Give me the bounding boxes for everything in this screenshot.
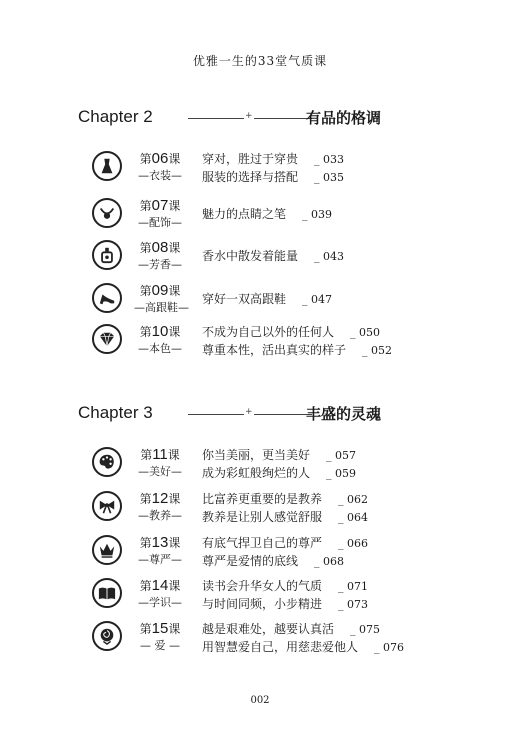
chapter-3-heading: [78, 403, 408, 427]
perfume-bottle-icon: [92, 240, 122, 270]
lesson-06: [92, 150, 432, 192]
lesson-12: [92, 490, 432, 532]
chapter-2-heading: [78, 107, 408, 131]
lesson-07: [92, 197, 432, 239]
crown-icon: [92, 535, 122, 565]
lesson-number: 第12课: [139, 490, 181, 507]
rose-icon: [92, 621, 122, 651]
lesson-tag: —本色—: [138, 342, 182, 355]
chapter-label: Chapter 2: [78, 107, 153, 126]
page-number: 002: [250, 695, 270, 706]
lesson-number: 第09课: [139, 282, 181, 299]
toc-entry[interactable]: 穿好一双高跟鞋 _ 047: [202, 292, 333, 306]
lesson-tag: —芳香—: [138, 258, 182, 271]
dress-icon: [92, 151, 122, 181]
lesson-09: [92, 282, 432, 324]
lesson-tag: — 爱 —: [140, 639, 180, 652]
toc-entry[interactable]: 魅力的点睛之笔 _ 039: [202, 207, 333, 221]
lesson-10: [92, 323, 432, 365]
lesson-number: 第08课: [139, 239, 181, 256]
toc-entry[interactable]: 用智慧爱自己，用慈悲爱他人 _ 076: [202, 640, 405, 654]
lesson-tag: —衣装—: [138, 169, 182, 182]
palette-icon: [92, 447, 122, 477]
toc-entry[interactable]: 你当美丽，更当美好 _ 057: [202, 448, 357, 462]
lesson-tag: —配饰—: [138, 216, 182, 229]
lesson-11: [92, 446, 432, 488]
chapter-title: 丰盛的灵魂: [306, 405, 382, 423]
chapter-divider: [188, 118, 312, 119]
toc-entry[interactable]: 有底气捍卫自己的尊严 _ 066: [202, 536, 369, 550]
lesson-number: 第11课: [140, 446, 180, 463]
toc-entry[interactable]: 服装的选择与搭配 _ 035: [202, 170, 345, 184]
toc-entry[interactable]: 尊重本性，活出真实的样子 _ 052: [202, 343, 393, 357]
open-book-icon: [92, 578, 122, 608]
lesson-number: 第06课: [139, 150, 181, 167]
book-title: 优雅一生的33堂气质课: [192, 54, 328, 68]
toc-entry[interactable]: 比富养更重要的是教养 _ 062: [202, 492, 369, 506]
toc-entry[interactable]: 成为彩虹般绚烂的人 _ 059: [202, 466, 357, 480]
lesson-tag: —美好—: [138, 465, 182, 478]
chapter-title: 有品的格调: [306, 109, 382, 127]
lesson-number: 第15课: [139, 620, 181, 637]
necklace-icon: [92, 198, 122, 228]
toc-entry[interactable]: 教养是让别人感觉舒服 _ 064: [202, 510, 369, 524]
lesson-tag: —学识—: [138, 596, 182, 609]
lesson-15: [92, 620, 432, 662]
toc-entry[interactable]: 与时间同频，小步精进 _ 073: [202, 597, 369, 611]
lesson-08: [92, 239, 432, 281]
lesson-tag: —高跟鞋—: [134, 301, 189, 314]
lesson-number: 第10课: [139, 323, 181, 340]
toc-entry[interactable]: 尊严是爱情的底线 _ 068: [202, 554, 345, 568]
toc-entry[interactable]: 不成为自己以外的任何人 _ 050: [202, 325, 381, 339]
lesson-number: 第13课: [139, 534, 181, 551]
lesson-tag: —尊严—: [138, 553, 182, 566]
toc-entry[interactable]: 香水中散发着能量 _ 043: [202, 249, 345, 263]
diamond-icon: [92, 324, 122, 354]
toc-entry[interactable]: 穿对，胜过于穿贵 _ 033: [202, 152, 345, 166]
lesson-14: [92, 577, 432, 619]
toc-entry[interactable]: 读书会升华女人的气质 _ 071: [202, 579, 369, 593]
bow-icon: [92, 491, 122, 521]
high-heel-icon: [92, 283, 122, 313]
lesson-13: [92, 534, 432, 576]
lesson-number: 第07课: [139, 197, 181, 214]
toc-entry[interactable]: 越是艰难处，越要认真活 _ 075: [202, 622, 381, 636]
chapter-label: Chapter 3: [78, 403, 153, 422]
chapter-divider: [188, 414, 312, 415]
lesson-tag: —教养—: [138, 509, 182, 522]
lesson-number: 第14课: [139, 577, 181, 594]
